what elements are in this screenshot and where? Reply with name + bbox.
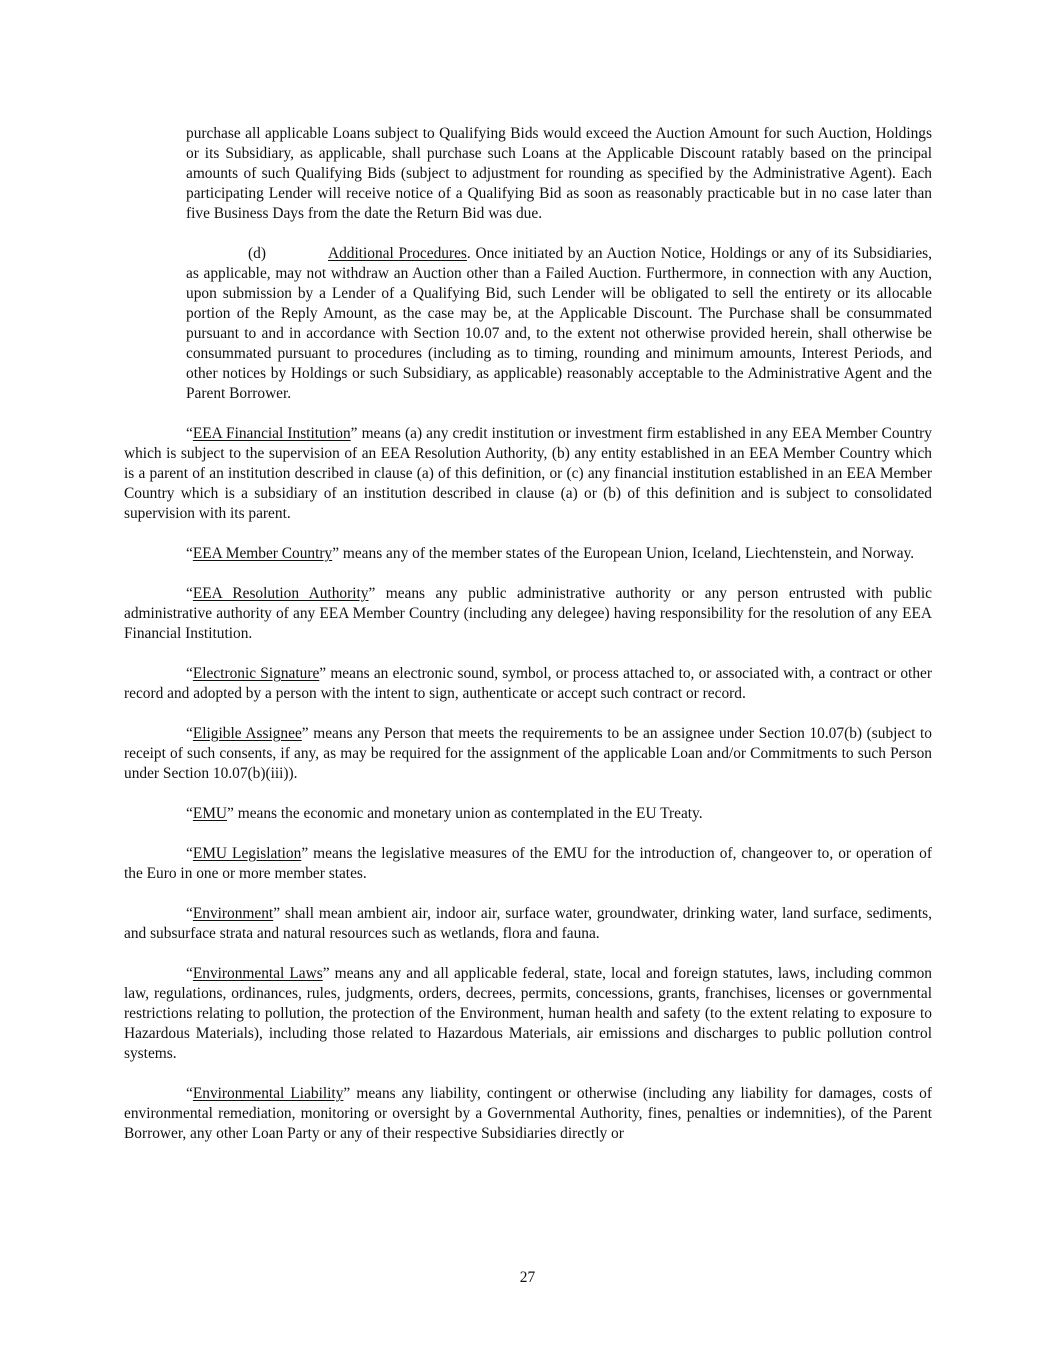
definition-text: ” means (a) any credit institution or investment firm established in any EEA Member Country which is subject to the supervision of an EEA Resolution Authority, (b) any entity established in an EEA Member Country which is a parent of an institution described in clause (a) of this definition, or (c) any financial institution established in an EEA Member Country which is a subsidiary of an institution described in clause (a) or (b) of this definition and is subject to consolidated supervision with its parent. [124, 425, 932, 522]
clause-d-text: . Once initiated by an Auction Notice, Holdings or any of its Subsidiaries, as applicable, may not withdraw an Auction other than a Failed Auction. Furthermore, in connection with any Auction, upon submission by a Lender of a Qualifying Bid, such Lender will be obligated to sell the entirety or its allocable portion of the Reply Amount, as the case may be, at the Applicable Discount. The Purchase shall be consummated pursuant to and in accordance with Section 10.07 and, to the extent not otherwise provided herein, shall otherwise be consummated pursuant to procedures (including as to timing, rounding and minimum amounts, Interest Periods, and other notices by Holdings or such Subsidiary, as applicable) reasonably acceptable to the Administrative Agent and the Parent Borrower. [186, 245, 932, 402]
open-quote: “ [186, 805, 193, 822]
definition-paragraph [124, 664, 932, 704]
open-quote: “ [186, 665, 193, 682]
open-quote: “ [186, 1085, 193, 1102]
open-quote: “ [186, 425, 193, 442]
definition-text: ” means the economic and monetary union as contemplated in the EU Treaty. [227, 805, 703, 822]
open-quote: “ [186, 545, 193, 562]
definition-paragraph [124, 844, 932, 884]
definition-text: ” means any liability, contingent or otherwise (including any liability for damages, costs of environmental remediation, monitoring or oversight by a Governmental Authority, fines, penalties or indemnities), of the Parent Borrower, any other Loan Party or any of their respective Subsidiaries directly or [124, 1085, 932, 1142]
definition-text: ” shall mean ambient air, indoor air, surface water, groundwater, drinking water, land surface, sediments, and subsurface strata and natural resources such as wetlands, flora and fauna. [124, 905, 932, 942]
definition-paragraph [124, 1084, 932, 1144]
defined-term: EEA Member Country [192, 545, 333, 562]
page-number: 27 [519, 1269, 536, 1286]
open-quote: “ [186, 845, 193, 862]
clause-d-heading: Additional Procedures [327, 245, 467, 262]
clause-d-paragraph [186, 244, 932, 404]
defined-term: EMU [192, 805, 228, 822]
open-quote: “ [186, 965, 193, 982]
definition-text: ” means any of the member states of the European Union, Iceland, Liechtenstein, and Norway. [332, 545, 915, 562]
continuation-paragraph [186, 124, 932, 224]
open-quote: “ [186, 585, 193, 602]
defined-term: Eligible Assignee [192, 725, 302, 742]
page-body [124, 124, 932, 1144]
definition-text: ” means any Person that meets the requirements to be an assignee under Section 10.07(b) (subject to receipt of such consents, if any, as may be required for the assignment of the applicable Loan and/or Commitments to such Person under Section 10.07(b)(iii)). [124, 725, 932, 782]
definition-paragraph [124, 424, 932, 524]
definition-paragraph [124, 584, 932, 644]
definition-paragraph [124, 724, 932, 784]
definition-text: ” means an electronic sound, symbol, or process attached to, or associated with, a contract or other record and adopted by a person with the intent to sign, authenticate or accept such contract or record. [124, 665, 932, 702]
definition-paragraph [124, 964, 932, 1064]
defined-term: EEA Resolution Authority [192, 585, 369, 602]
defined-term: Environment [192, 905, 274, 922]
open-quote: “ [186, 905, 193, 922]
definition-text: ” means the legislative measures of the EMU for the introduction of, changeover to, or operation of the Euro in one or more member states. [124, 845, 932, 882]
definition-text: ” means any public administrative authority or any person entrusted with public administrative authority of any EEA Member Country (including any delegee) having responsibility for the resolution of any EEA Financial Institution. [124, 585, 932, 642]
open-quote: “ [186, 725, 193, 742]
defined-term: Environmental Laws [192, 965, 323, 982]
definition-text: ” means any and all applicable federal, state, local and foreign statutes, laws, including common law, regulations, ordinances, rules, judgments, orders, decrees, permits, concessions, grants, franchises, licenses or governmental restrictions relating to pollution, the protection of the Environment, human health and safety (to the extent relating to exposure to Hazardous Materials), including those related to Hazardous Materials, air emissions and discharges to public pollution control systems. [124, 965, 932, 1062]
definition-paragraph [124, 544, 932, 564]
clause-d-number: (d) [248, 245, 266, 262]
definition-paragraph [124, 904, 932, 944]
defined-term: Environmental Liability [192, 1085, 344, 1102]
definition-paragraph [124, 804, 932, 824]
defined-term: Electronic Signature [192, 665, 320, 682]
defined-term: EEA Financial Institution [192, 425, 351, 442]
defined-term: EMU Legislation [192, 845, 302, 862]
continuation-text: purchase all applicable Loans subject to Qualifying Bids would exceed the Auction Amount for such Auction, Holdings or its Subsidiary, as applicable, shall purchase such Loans at the Applicable Discount ratably based on the principal amounts of such Qualifying Bids (subject to adjustment for rounding as specified by the Administrative Agent). Each participating Lender will receive notice of a Qualifying Bid as soon as reasonably practicable but in no case later than five Business Days from the date the Return Bid was due. [186, 125, 932, 222]
